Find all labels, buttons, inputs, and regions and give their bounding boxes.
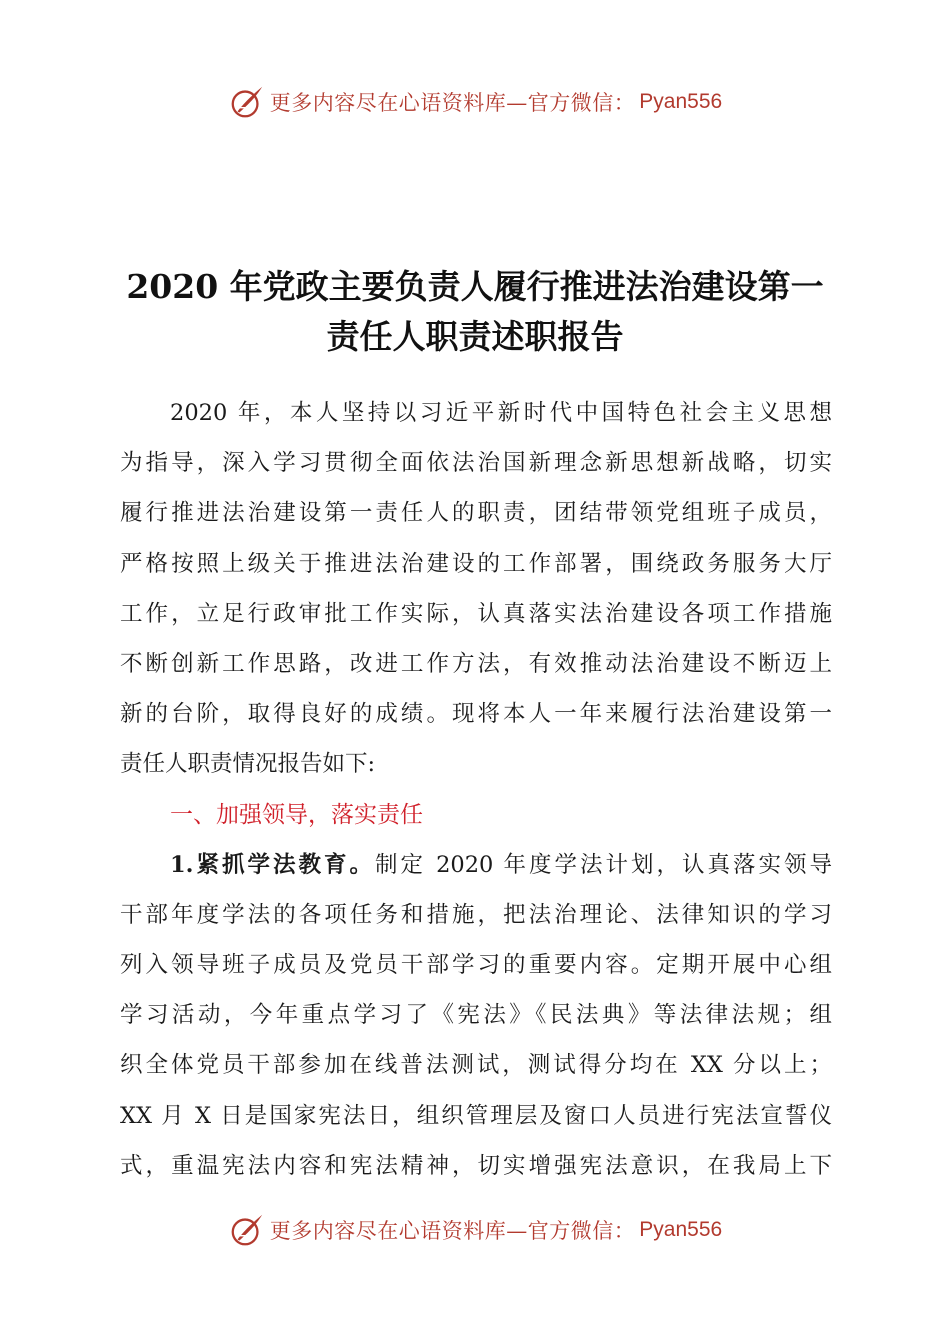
watermark-header: [0, 82, 950, 122]
title-line-1: 2020 年党政主要负责人履行推进法治建设第一: [126, 267, 824, 306]
item-line: XX 月 X 日是国家宪法日，组织管理层及窗口人员进行宪法宣誓仪: [120, 1102, 832, 1129]
item-line: 式，重温宪法内容和宪法精神，切实增强宪法意识，在我局上下: [120, 1152, 832, 1179]
item-line: 列入领导班子成员及党员干部学习的重要内容。定期开展中心组: [120, 952, 832, 979]
intro-line: 工作，立足行政审批工作实际，认真落实法治建设各项工作措施: [120, 600, 832, 627]
watermark-text: 更多内容尽在心语资料库—官方微信：: [269, 1219, 636, 1243]
quill-logo-icon: [228, 83, 266, 121]
watermark-footer: [0, 1210, 950, 1250]
document-body: [120, 388, 832, 1191]
intro-line: 履行推进法治建设第一责任人的职责，团结带领党组班子成员，: [120, 500, 832, 527]
page-title: [100, 262, 850, 362]
item-lead: 1.紧抓学法教育。: [170, 851, 375, 878]
intro-line: 新的台阶，取得良好的成绩。现将本人一年来履行法治建设第一: [120, 701, 832, 728]
item-text: 制定 2020 年度学法计划，认真落实领导: [374, 851, 832, 878]
section-heading: 一、加强领导，落实责任: [170, 801, 423, 828]
intro-line: 严格按照上级关于推进法治建设的工作部署，围绕政务服务大厅: [120, 550, 832, 577]
intro-line: 为指导，深入学习贯彻全面依法治国新理念新思想新战略，切实: [120, 450, 832, 477]
title-line-2: 责任人职责述职报告: [326, 317, 624, 356]
intro-line: 不断创新工作思路，改进工作方法，有效推动法治建设不断迈上: [120, 650, 832, 677]
item-line: 织全体党员干部参加在线普法测试，测试得分均在 XX 分以上；: [120, 1052, 832, 1079]
intro-line: 责任人职责情况报告如下:: [120, 751, 376, 778]
item-line: 干部年度学法的各项任务和措施，把法治理论、法律知识的学习: [120, 901, 832, 928]
intro-line: 2020 年，本人坚持以习近平新时代中国特色社会主义思想: [170, 400, 832, 426]
watermark-wechat-id: Pyan556: [639, 1218, 723, 1241]
item-line: 学习活动，今年重点学习了《宪法》《民法典》等法律法规；组: [120, 1002, 832, 1029]
quill-logo-icon: [228, 1211, 266, 1249]
item-first-line: [120, 840, 832, 890]
watermark-wechat-id: Pyan556: [639, 90, 723, 113]
watermark-text: 更多内容尽在心语资料库—官方微信：: [269, 91, 636, 115]
